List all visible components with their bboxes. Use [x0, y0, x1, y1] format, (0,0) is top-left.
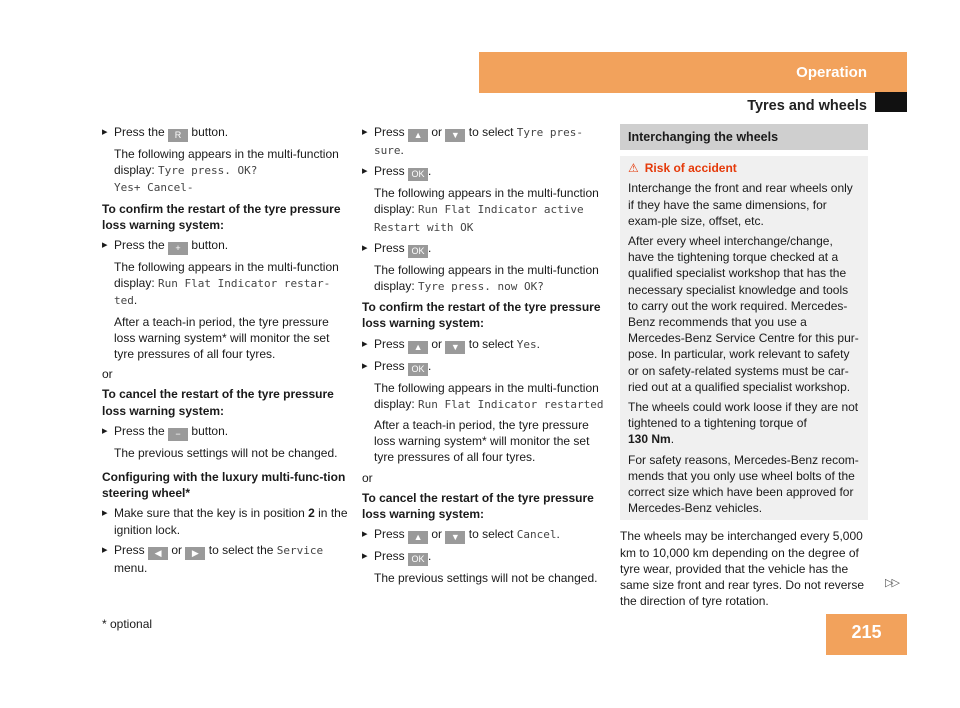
- ok-key-icon: OK: [408, 168, 428, 181]
- reset-key-icon: R: [168, 129, 188, 142]
- step: [102, 542, 352, 576]
- right-arrow-key-icon: ▶: [185, 547, 205, 560]
- section-heading: Interchanging the wheels: [620, 124, 868, 150]
- warning-title: [628, 160, 860, 176]
- step: ▸ Press OK .: [362, 163, 610, 181]
- step: ▸ Press ▲ or ▼ to select Tyre pres-sure.: [362, 124, 610, 159]
- step-text: Press the: [114, 238, 165, 253]
- header-tab-marker: [875, 92, 907, 112]
- result-text: The following appears in the multi-function display:: [374, 186, 599, 217]
- step-result: [362, 185, 610, 236]
- step-text: Make sure that the key is in position: [114, 506, 305, 521]
- step-text: in the ignition lock.: [114, 506, 348, 537]
- step-text: button.: [191, 125, 229, 139]
- step-result: The previous settings will not be changed.: [374, 571, 598, 586]
- display-message: Run Flat Indicator restarted: [418, 397, 604, 411]
- continued-marker: ▷▷: [885, 577, 898, 589]
- warning-title-text: Risk of accident: [644, 161, 737, 176]
- display-message: Yes+ Cancel-: [114, 181, 194, 195]
- subheading: To confirm the restart of the tyre pressure loss warning system:: [102, 201, 341, 232]
- display-message: Tyre press. OK?: [158, 164, 258, 178]
- display-message: Yes: [516, 337, 537, 351]
- column-3: [620, 124, 868, 613]
- plus-key-icon: +: [168, 242, 188, 255]
- ok-key-icon: OK: [408, 245, 428, 258]
- step-text: or: [171, 542, 183, 557]
- step-text: Press: [374, 240, 405, 255]
- display-message: Run Flat Indicator restar-ted: [114, 277, 331, 308]
- subsection-title: Tyres and wheels: [747, 98, 867, 114]
- minus-key-icon: −: [168, 428, 188, 441]
- step-text: Press: [374, 164, 405, 179]
- step-text: button.: [191, 238, 229, 253]
- up-arrow-key-icon: ▲: [408, 531, 428, 544]
- display-message: Tyre pres-sure: [374, 126, 584, 157]
- step-result: The following appears in the multi-function display: Run Flat Indicator restar-ted.: [114, 260, 339, 308]
- step-text: Press: [374, 358, 405, 373]
- up-arrow-key-icon: ▲: [408, 341, 428, 354]
- display-message: Restart with OK: [374, 220, 474, 234]
- step-text: to select: [468, 125, 514, 139]
- up-arrow-key-icon: ▲: [408, 129, 428, 142]
- warning-box: [620, 156, 868, 520]
- warning-paragraph: After every wheel interchange/change, have the tightening torque checked at a qualified specialist workshop that has the necessary specialist knowledge and tools to carry out the work required. Mercedes-Benz recommends that you use a Mercedes-Benz Service Centre for this pur-pose. In particular, work relevant to safety or on safety-related systems must be car-ried out at a qualified specialist workshop.: [628, 234, 859, 394]
- down-arrow-key-icon: ▼: [445, 129, 465, 142]
- result-text: The following appears in the multi-function display:: [374, 380, 599, 411]
- or-text: or: [362, 470, 373, 485]
- step-result: [102, 146, 352, 197]
- ok-key-icon: OK: [408, 553, 428, 566]
- down-arrow-key-icon: ▼: [445, 341, 465, 354]
- step-text: to select: [468, 336, 514, 351]
- section-title: Operation: [796, 64, 867, 81]
- down-arrow-key-icon: ▼: [445, 531, 465, 544]
- subheading: To cancel the restart of the tyre pressure loss warning system:: [362, 490, 594, 522]
- step-text: Press the: [114, 125, 165, 139]
- display-message: Run Flat Indicator active: [418, 203, 584, 217]
- step: ▸ Press ▲ or ▼ to select Yes.: [362, 336, 610, 354]
- step-text: Press: [374, 549, 405, 564]
- subheading: Configuring with the luxury multi-func-tion steering wheel*: [102, 470, 346, 501]
- step-text: to select the: [208, 542, 274, 557]
- step: ▸ Press OK .: [362, 548, 610, 566]
- or-text: or: [102, 367, 113, 382]
- step: ▸ Press ▲ or ▼ to select Cancel.: [362, 526, 610, 544]
- step: [102, 237, 352, 255]
- step-text: menu.: [114, 560, 148, 575]
- step-text: Press: [374, 125, 405, 139]
- step-text: button.: [191, 423, 229, 438]
- step-result: [362, 380, 610, 413]
- result-text: The following appears in the multi-function display:: [374, 262, 599, 294]
- step-result: [362, 262, 610, 295]
- step-text: Press: [114, 542, 145, 557]
- subheading: To cancel the restart of the tyre pressure loss warning system:: [102, 387, 334, 418]
- warning-paragraph: Interchange the front and rear wheels only if they have the same dimensions, for exam-ple size, offset, etc.: [628, 181, 853, 228]
- step-text: Press the: [114, 423, 165, 438]
- left-arrow-key-icon: ◀: [148, 547, 168, 560]
- step: ▸ Press OK .: [362, 358, 610, 376]
- page-number: 215: [851, 622, 882, 642]
- subheading: To confirm the restart of the tyre pressure loss warning system:: [362, 300, 601, 331]
- warning-paragraph: The wheels could work loose if they are not tightened to a tightening torque of 130 Nm.: [628, 400, 859, 447]
- torque-text: The wheels could work loose if they are not tightened to a tightening torque of: [628, 400, 859, 431]
- column-1: [102, 124, 352, 580]
- body-paragraph: The wheels may be interchanged every 5,000 km to 10,000 km depending on the degree of tyre wear, provided that the vehicle has the same size front and rear tyres. Do not reverse the direction of tyre rotation.: [620, 529, 865, 609]
- warning-paragraph: For safety reasons, Mercedes-Benz recom-mends that you only use wheel bolts of the correct size which have been approved for Mercedes-Benz vehicles.: [628, 452, 859, 516]
- step-result: The previous settings will not be changed.: [114, 445, 338, 460]
- step: [102, 423, 352, 441]
- step: [102, 505, 352, 537]
- note: After a teach-in period, the tyre pressure loss warning system* will monitor the set tyre pressures of all four tyres.: [114, 314, 330, 362]
- step-text: or: [431, 527, 443, 542]
- result-text: The following appears in the multi-function display:: [114, 147, 339, 178]
- warning-triangle-icon: ⚠: [628, 161, 639, 176]
- step-text: Press: [374, 527, 405, 542]
- step-text: or: [431, 336, 443, 351]
- footnote: * optional: [102, 617, 153, 631]
- step-text: Press: [374, 336, 405, 351]
- step: [102, 124, 352, 142]
- column-2: [362, 124, 610, 590]
- result-text: The following appears in the multi-function display:: [114, 260, 339, 291]
- step: ▸ Press OK .: [362, 240, 610, 258]
- step-text: to select: [468, 527, 514, 542]
- display-message: Cancel: [516, 528, 557, 542]
- display-message: Service: [276, 543, 324, 557]
- note: After a teach-in period, the tyre pressure loss warning system* will monitor the set tyre pressures of all four tyres.: [374, 418, 590, 465]
- step-text: or: [431, 125, 443, 139]
- key-position: 2: [308, 506, 315, 521]
- torque-value: 130 Nm: [628, 432, 671, 447]
- ok-key-icon: OK: [408, 363, 428, 376]
- display-message: Tyre press. now OK?: [418, 280, 544, 294]
